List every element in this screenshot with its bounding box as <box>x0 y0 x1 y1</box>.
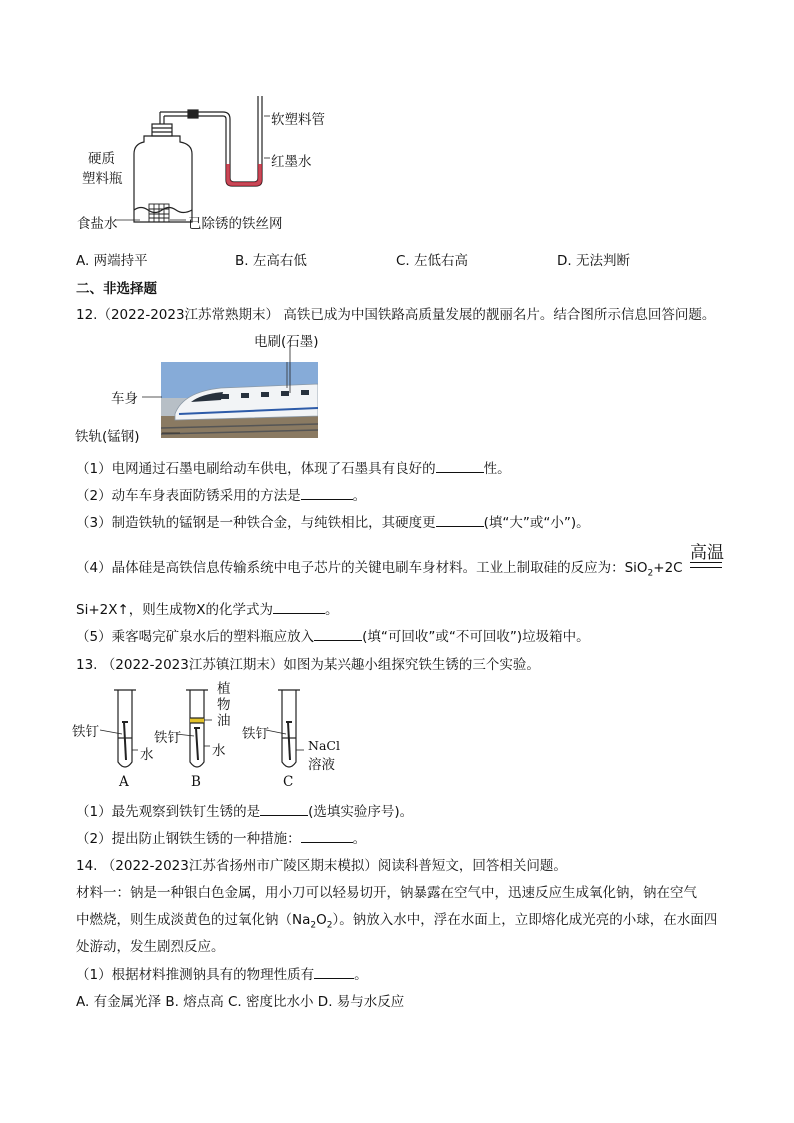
tube-b-nail-label: 铁钉 <box>154 730 181 746</box>
q12-sub5-tail: (填“可回收”或“不可回收”)垃圾箱中。 <box>362 629 590 645</box>
tube-a-letter: A <box>119 774 129 790</box>
q12-sub4-cont-text: Si+2X↑，则生成物X的化学式为 <box>76 602 274 618</box>
answer-blank[interactable] <box>436 460 484 473</box>
q13-sub1-text: （1）最先观察到铁钉生锈的是 <box>76 804 261 820</box>
answer-blank[interactable] <box>314 628 362 641</box>
option-b[interactable]: B. 左高右低 <box>235 253 307 269</box>
q12-sub2-text: （2）动车车身表面防锈采用的方法是 <box>76 488 301 504</box>
q14-material-line2-tail: ）。钠放入水中，浮在水面上，立即熔化成光亮的小球，在水面四 <box>332 912 718 928</box>
equals-sign <box>690 562 722 568</box>
q14-material-line1: 材料一：钠是一种银白色金属，用小刀可以轻易切开，钠暴露在空气中，迅速反应生成氧化钠，钠在空气 <box>76 885 697 901</box>
train-leader-lines <box>140 345 300 435</box>
q14-material-line3: 处游动，发生剧烈反应。 <box>76 939 225 955</box>
oil-label-2: 物 <box>217 697 231 713</box>
nacl-label: NaCl <box>308 738 340 753</box>
q14-sub1-text: （1）根据材料推测钠具有的物理性质有 <box>76 967 315 983</box>
label-brush: 电刷(石墨) <box>254 334 319 350</box>
q14-options[interactable]: A. 有金属光泽 B. 熔点高 C. 密度比水小 D. 易与水反应 <box>76 994 405 1010</box>
tube-c-nail-label: 铁钉 <box>242 726 269 742</box>
answer-blank[interactable] <box>273 601 325 614</box>
tube-b-water-label: 水 <box>212 743 226 759</box>
label-bottle-line1: 硬质 <box>88 151 115 167</box>
option-a[interactable]: A. 两端持平 <box>76 253 148 269</box>
tube-a-drawing <box>100 690 138 767</box>
answer-blank[interactable] <box>314 966 354 979</box>
section-title: 二、非选择题 <box>76 281 157 297</box>
q14-material-line2-text: 中燃烧，则生成淡黄色的过氧化钠（Na <box>76 912 311 928</box>
q12-sub4-cont-tail: 。 <box>325 602 339 618</box>
red-ink-level <box>226 164 262 186</box>
label-car-body: 车身 <box>111 391 138 407</box>
q12-sub1-text: （1）电网通过石墨电刷给动车供电，体现了石墨具有良好的 <box>76 461 436 477</box>
q12-stem: 12.（2022-2023江苏常熟期末） 高铁已成为中国铁路高质量发展的靓丽名片。结合图所示信息回答问题。 <box>76 307 716 323</box>
label-salt-water: 食盐水 <box>77 216 118 232</box>
answer-blank[interactable] <box>436 514 484 527</box>
oil-label-1: 植 <box>217 681 231 697</box>
tube-b-drawing <box>176 690 212 767</box>
oil-label-3: 油 <box>217 713 231 729</box>
iron-mesh-drawing <box>149 204 169 222</box>
q14-sub1 <box>76 963 368 983</box>
q12-sub3 <box>76 511 590 531</box>
q12-sub2 <box>76 484 366 504</box>
q13-sub2-text: （2）提出防止钢铁生锈的一种措施： <box>76 831 301 847</box>
subscript: 2 <box>326 920 333 931</box>
q14-sub1-tail: 。 <box>354 967 368 983</box>
q12-sub5 <box>76 625 590 645</box>
answer-blank[interactable] <box>301 830 353 843</box>
label-bottle-line2: 塑料瓶 <box>82 171 123 187</box>
q13-stem: 13. （2022-2023江苏镇江期末）如图为某兴趣小组探究铁生锈的三个实验。 <box>76 657 540 673</box>
subscript: 2 <box>310 920 317 931</box>
tube-a-water-label: 水 <box>140 747 154 763</box>
bottle-drawing <box>134 124 192 222</box>
q12-sub4 <box>76 556 683 579</box>
q13-sub2-tail: 。 <box>352 831 367 847</box>
option-d[interactable]: D. 无法判断 <box>557 253 630 269</box>
tube-a-nail-label: 铁钉 <box>72 724 99 740</box>
q14-formula-o: O <box>316 912 327 928</box>
answer-blank[interactable] <box>301 487 353 500</box>
q13-sub1-tail: (选填实验序号)。 <box>308 804 414 820</box>
answer-blank[interactable] <box>260 803 308 816</box>
subscript: 2 <box>647 568 654 579</box>
tube-c-letter: C <box>283 774 294 790</box>
option-c[interactable]: C. 左低右高 <box>396 253 469 269</box>
q14-material-line2 <box>76 908 717 931</box>
label-soft-pipe: 软塑料管 <box>271 112 325 128</box>
q12-sub3-text: （3）制造铁轨的锰钢是一种铁合金，与纯铁相比，其硬度更 <box>76 515 436 531</box>
q12-sub4-formula: +2C <box>653 560 683 576</box>
q12-sub4-cont <box>76 598 339 618</box>
q12-sub1 <box>76 457 511 477</box>
q14-stem: 14. （2022-2023江苏省扬州市广陵区期末模拟）阅读科普短文，回答相关问题。 <box>76 858 567 874</box>
q13-sub1 <box>76 800 413 820</box>
solution-label: 溶液 <box>308 757 335 773</box>
u-tube-drawing <box>226 96 262 186</box>
q12-sub1-tail: 性。 <box>483 461 511 477</box>
label-iron-mesh: 已除锈的铁丝网 <box>188 216 283 232</box>
tube-c-drawing <box>266 690 304 767</box>
q13-sub2 <box>76 827 366 847</box>
q12-sub5-text: （5）乘客喝完矿泉水后的塑料瓶应放入 <box>76 629 315 645</box>
tube-b-letter: B <box>191 774 201 790</box>
q12-sub3-tail: (填“大”或“小”)。 <box>483 515 590 531</box>
q12-sub2-tail: 。 <box>352 488 367 504</box>
reaction-condition: 高温 <box>690 543 724 563</box>
q12-sub4-text: （4）晶体硅是高铁信息传输系统中电子芯片的关键电刷车身材料。工业上制取硅的反应为：SiO <box>76 560 648 576</box>
label-rail: 铁轨(锰钢) <box>75 429 140 445</box>
label-red-ink: 红墨水 <box>271 154 312 170</box>
